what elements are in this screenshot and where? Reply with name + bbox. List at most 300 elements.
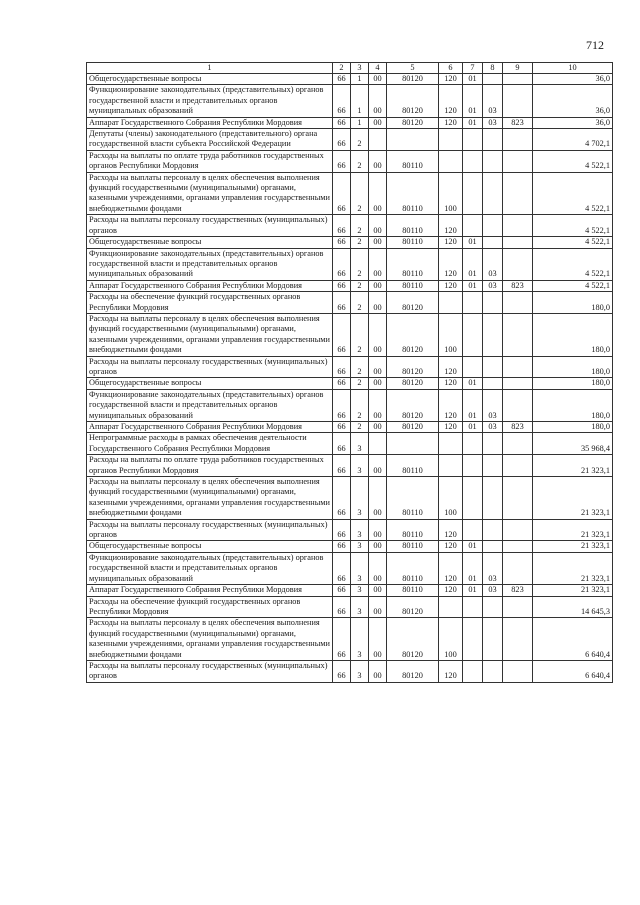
subprogram-cell: 3	[351, 433, 369, 455]
table-row	[87, 237, 613, 248]
header-row	[87, 63, 613, 74]
subsection-cell: 03	[483, 248, 503, 280]
direction-cell: 80120	[387, 117, 439, 128]
table-row	[87, 150, 613, 172]
ministry-cell	[503, 172, 533, 215]
amount-cell: 6 640,4	[533, 660, 613, 682]
gp-code-cell: 66	[333, 248, 351, 280]
gp-code-cell: 66	[333, 313, 351, 356]
main-event-cell: 00	[369, 74, 387, 85]
expense-type-cell: 100	[439, 618, 463, 661]
subsection-cell	[483, 356, 503, 378]
amount-cell: 4 522,1	[533, 280, 613, 291]
main-event-cell	[369, 433, 387, 455]
row-name-cell: Расходы на выплаты по оплате труда работников государственных органов Республики Мордовия	[87, 150, 333, 172]
expense-type-cell: 120	[439, 585, 463, 596]
expense-type-cell: 100	[439, 313, 463, 356]
section-cell	[463, 292, 483, 314]
gp-code-cell: 66	[333, 378, 351, 389]
row-name-cell: Депутаты (члены) законодательного (представительного) органа государственной власти субъекта Российской Федерации	[87, 129, 333, 151]
subprogram-cell: 3	[351, 585, 369, 596]
subprogram-cell: 2	[351, 237, 369, 248]
gp-code-cell: 66	[333, 455, 351, 477]
ministry-cell	[503, 150, 533, 172]
direction-cell: 80110	[387, 541, 439, 552]
subprogram-cell: 2	[351, 378, 369, 389]
subprogram-cell: 1	[351, 85, 369, 117]
direction-cell: 80120	[387, 618, 439, 661]
amount-cell: 4 522,1	[533, 237, 613, 248]
expense-type-cell: 120	[439, 237, 463, 248]
direction-cell: 80120	[387, 378, 439, 389]
subsection-cell	[483, 215, 503, 237]
amount-cell: 180,0	[533, 378, 613, 389]
row-name-cell: Общегосударственные вопросы	[87, 378, 333, 389]
ministry-cell	[503, 248, 533, 280]
direction-cell	[387, 433, 439, 455]
table-row	[87, 248, 613, 280]
gp-code-cell: 66	[333, 280, 351, 291]
gp-code-cell: 66	[333, 129, 351, 151]
table-row	[87, 389, 613, 421]
section-cell	[463, 596, 483, 618]
table-row	[87, 172, 613, 215]
gp-code-cell: 66	[333, 618, 351, 661]
page-number: 712	[586, 38, 604, 52]
ministry-cell	[503, 129, 533, 151]
section-cell	[463, 519, 483, 541]
subsection-cell: 03	[483, 585, 503, 596]
table-row	[87, 313, 613, 356]
column-header: 4	[369, 63, 387, 74]
gp-code-cell: 66	[333, 552, 351, 584]
row-name-cell: Расходы на выплаты персоналу государственных (муниципальных) органов	[87, 215, 333, 237]
direction-cell: 80110	[387, 215, 439, 237]
direction-cell: 80120	[387, 292, 439, 314]
amount-cell: 21 323,1	[533, 477, 613, 520]
section-cell	[463, 455, 483, 477]
amount-cell: 180,0	[533, 313, 613, 356]
subsection-cell	[483, 129, 503, 151]
row-name-cell: Расходы на выплаты персоналу государственных (муниципальных) органов	[87, 660, 333, 682]
subsection-cell	[483, 172, 503, 215]
main-event-cell: 00	[369, 389, 387, 421]
expense-type-cell: 120	[439, 356, 463, 378]
table-row	[87, 356, 613, 378]
table-row	[87, 660, 613, 682]
expense-type-cell: 120	[439, 74, 463, 85]
column-header: 2	[333, 63, 351, 74]
table-row	[87, 519, 613, 541]
main-event-cell: 00	[369, 292, 387, 314]
subsection-cell	[483, 455, 503, 477]
ministry-cell	[503, 433, 533, 455]
section-cell	[463, 356, 483, 378]
row-name-cell: Расходы на обеспечение функций государственных органов Республики Мордовия	[87, 596, 333, 618]
expense-type-cell: 120	[439, 85, 463, 117]
column-header: 3	[351, 63, 369, 74]
table-row	[87, 422, 613, 433]
row-name-cell: Расходы на выплаты персоналу в целях обеспечения выполнения функций государственными (муниципальными) органами, казенными учреждениями, органами управления государственными внебюджетными фондами	[87, 172, 333, 215]
amount-cell: 36,0	[533, 117, 613, 128]
section-cell	[463, 660, 483, 682]
gp-code-cell: 66	[333, 433, 351, 455]
row-name-cell: Функционирование законодательных (представительных) органов государственной власти и представительных органов муниципальных образований	[87, 389, 333, 421]
subprogram-cell: 1	[351, 117, 369, 128]
expense-type-cell	[439, 129, 463, 151]
column-header: 1	[87, 63, 333, 74]
row-name-cell: Функционирование законодательных (представительных) органов государственной власти и представительных органов муниципальных образований	[87, 248, 333, 280]
subsection-cell	[483, 313, 503, 356]
subsection-cell: 03	[483, 117, 503, 128]
table-row	[87, 378, 613, 389]
ministry-cell	[503, 356, 533, 378]
direction-cell	[387, 129, 439, 151]
amount-cell: 180,0	[533, 356, 613, 378]
amount-cell: 21 323,1	[533, 541, 613, 552]
table-row	[87, 292, 613, 314]
gp-code-cell: 66	[333, 172, 351, 215]
section-cell: 01	[463, 552, 483, 584]
direction-cell: 80110	[387, 552, 439, 584]
subsection-cell	[483, 292, 503, 314]
expense-type-cell: 120	[439, 378, 463, 389]
budget-table	[86, 62, 613, 683]
main-event-cell: 00	[369, 215, 387, 237]
table-row	[87, 74, 613, 85]
section-cell	[463, 150, 483, 172]
ministry-cell	[503, 313, 533, 356]
main-event-cell: 00	[369, 378, 387, 389]
ministry-cell	[503, 74, 533, 85]
direction-cell: 80120	[387, 74, 439, 85]
table-row	[87, 541, 613, 552]
expense-type-cell: 120	[439, 541, 463, 552]
direction-cell: 80120	[387, 596, 439, 618]
column-header: 10	[533, 63, 613, 74]
subsection-cell: 03	[483, 280, 503, 291]
row-name-cell: Общегосударственные вопросы	[87, 541, 333, 552]
subsection-cell	[483, 237, 503, 248]
main-event-cell: 00	[369, 172, 387, 215]
main-event-cell: 00	[369, 248, 387, 280]
main-event-cell: 00	[369, 585, 387, 596]
amount-cell: 21 323,1	[533, 585, 613, 596]
amount-cell: 4 702,1	[533, 129, 613, 151]
main-event-cell: 00	[369, 618, 387, 661]
subsection-cell: 03	[483, 552, 503, 584]
column-header: 9	[503, 63, 533, 74]
row-name-cell: Расходы на выплаты персоналу государственных (муниципальных) органов	[87, 356, 333, 378]
table-body	[87, 74, 613, 683]
row-name-cell: Расходы на выплаты персоналу в целях обеспечения выполнения функций государственными (муниципальными) органами, казенными учреждениями, органами управления государственными внебюджетными фондами	[87, 618, 333, 661]
subprogram-cell: 2	[351, 292, 369, 314]
section-cell: 01	[463, 74, 483, 85]
expense-type-cell: 120	[439, 519, 463, 541]
amount-cell: 36,0	[533, 74, 613, 85]
main-event-cell: 00	[369, 596, 387, 618]
ministry-cell	[503, 618, 533, 661]
table-row	[87, 585, 613, 596]
amount-cell: 21 323,1	[533, 552, 613, 584]
direction-cell: 80110	[387, 455, 439, 477]
direction-cell: 80110	[387, 248, 439, 280]
expense-type-cell: 120	[439, 117, 463, 128]
amount-cell: 180,0	[533, 422, 613, 433]
table-row	[87, 433, 613, 455]
subsection-cell	[483, 378, 503, 389]
section-cell: 01	[463, 237, 483, 248]
ministry-cell	[503, 378, 533, 389]
direction-cell: 80110	[387, 585, 439, 596]
subprogram-cell: 2	[351, 280, 369, 291]
subsection-cell	[483, 519, 503, 541]
row-name-cell: Расходы на выплаты персоналу в целях обеспечения выполнения функций государственными (муниципальными) органами, казенными учреждениями, органами управления государственными внебюджетными фондами	[87, 477, 333, 520]
table-row	[87, 552, 613, 584]
row-name-cell: Аппарат Государственного Собрания Республики Мордовия	[87, 280, 333, 291]
row-name-cell: Аппарат Государственного Собрания Республики Мордовия	[87, 585, 333, 596]
expense-type-cell	[439, 455, 463, 477]
subprogram-cell: 3	[351, 477, 369, 520]
ministry-cell	[503, 552, 533, 584]
expense-type-cell: 120	[439, 215, 463, 237]
gp-code-cell: 66	[333, 150, 351, 172]
section-cell	[463, 172, 483, 215]
table-row	[87, 455, 613, 477]
direction-cell: 80110	[387, 519, 439, 541]
section-cell: 01	[463, 248, 483, 280]
direction-cell: 80120	[387, 85, 439, 117]
gp-code-cell: 66	[333, 585, 351, 596]
column-header: 8	[483, 63, 503, 74]
section-cell: 01	[463, 389, 483, 421]
ministry-cell	[503, 85, 533, 117]
row-name-cell: Непрограммные расходы в рамках обеспечения деятельности Государственного Собрания Республики Мордовия	[87, 433, 333, 455]
expense-type-cell: 120	[439, 280, 463, 291]
amount-cell: 180,0	[533, 389, 613, 421]
expense-type-cell: 120	[439, 422, 463, 433]
gp-code-cell: 66	[333, 519, 351, 541]
subprogram-cell: 2	[351, 215, 369, 237]
amount-cell: 4 522,1	[533, 248, 613, 280]
table-row	[87, 117, 613, 128]
table-row	[87, 129, 613, 151]
gp-code-cell: 66	[333, 292, 351, 314]
direction-cell: 80120	[387, 389, 439, 421]
subprogram-cell: 3	[351, 618, 369, 661]
subprogram-cell: 2	[351, 172, 369, 215]
ministry-cell: 823	[503, 422, 533, 433]
direction-cell: 80110	[387, 477, 439, 520]
gp-code-cell: 66	[333, 389, 351, 421]
gp-code-cell: 66	[333, 660, 351, 682]
main-event-cell: 00	[369, 313, 387, 356]
section-cell: 01	[463, 280, 483, 291]
gp-code-cell: 66	[333, 477, 351, 520]
column-header: 6	[439, 63, 463, 74]
gp-code-cell: 66	[333, 237, 351, 248]
main-event-cell: 00	[369, 552, 387, 584]
ministry-cell	[503, 237, 533, 248]
direction-cell: 80110	[387, 237, 439, 248]
section-cell	[463, 215, 483, 237]
row-name-cell: Аппарат Государственного Собрания Республики Мордовия	[87, 117, 333, 128]
expense-type-cell: 120	[439, 660, 463, 682]
ministry-cell	[503, 660, 533, 682]
ministry-cell	[503, 215, 533, 237]
expense-type-cell: 120	[439, 389, 463, 421]
section-cell: 01	[463, 85, 483, 117]
direction-cell: 80120	[387, 660, 439, 682]
main-event-cell	[369, 129, 387, 151]
subprogram-cell: 3	[351, 552, 369, 584]
table-row	[87, 85, 613, 117]
subprogram-cell: 2	[351, 150, 369, 172]
row-name-cell: Аппарат Государственного Собрания Республики Мордовия	[87, 422, 333, 433]
direction-cell: 80110	[387, 150, 439, 172]
main-event-cell: 00	[369, 477, 387, 520]
ministry-cell	[503, 519, 533, 541]
section-cell	[463, 618, 483, 661]
table-row	[87, 280, 613, 291]
row-name-cell: Расходы на обеспечение функций государственных органов Республики Мордовия	[87, 292, 333, 314]
row-name-cell: Расходы на выплаты персоналу государственных (муниципальных) органов	[87, 519, 333, 541]
amount-cell: 35 968,4	[533, 433, 613, 455]
subprogram-cell: 3	[351, 541, 369, 552]
section-cell: 01	[463, 117, 483, 128]
subprogram-cell: 2	[351, 313, 369, 356]
subprogram-cell: 3	[351, 660, 369, 682]
section-cell: 01	[463, 541, 483, 552]
amount-cell: 4 522,1	[533, 215, 613, 237]
direction-cell: 80120	[387, 356, 439, 378]
main-event-cell: 00	[369, 519, 387, 541]
amount-cell: 6 640,4	[533, 618, 613, 661]
gp-code-cell: 66	[333, 215, 351, 237]
ministry-cell: 823	[503, 280, 533, 291]
main-event-cell: 00	[369, 150, 387, 172]
amount-cell: 180,0	[533, 292, 613, 314]
main-event-cell: 00	[369, 356, 387, 378]
expense-type-cell: 100	[439, 477, 463, 520]
main-event-cell: 00	[369, 237, 387, 248]
expense-type-cell	[439, 433, 463, 455]
ministry-cell: 823	[503, 117, 533, 128]
section-cell: 01	[463, 378, 483, 389]
amount-cell: 14 645,3	[533, 596, 613, 618]
section-cell	[463, 313, 483, 356]
gp-code-cell: 66	[333, 85, 351, 117]
subprogram-cell: 2	[351, 129, 369, 151]
table-row	[87, 477, 613, 520]
main-event-cell: 00	[369, 117, 387, 128]
expense-type-cell	[439, 292, 463, 314]
amount-cell: 36,0	[533, 85, 613, 117]
main-event-cell: 00	[369, 85, 387, 117]
gp-code-cell: 66	[333, 596, 351, 618]
ministry-cell: 823	[503, 585, 533, 596]
table-row	[87, 596, 613, 618]
subprogram-cell: 2	[351, 422, 369, 433]
direction-cell: 80110	[387, 280, 439, 291]
amount-cell: 21 323,1	[533, 519, 613, 541]
subsection-cell	[483, 660, 503, 682]
subsection-cell: 03	[483, 389, 503, 421]
column-header: 5	[387, 63, 439, 74]
main-event-cell: 00	[369, 422, 387, 433]
subsection-cell	[483, 433, 503, 455]
ministry-cell	[503, 477, 533, 520]
row-name-cell: Расходы на выплаты персоналу в целях обеспечения выполнения функций государственными (муниципальными) органами, казенными учреждениями, органами управления государственными внебюджетными фондами	[87, 313, 333, 356]
subprogram-cell: 3	[351, 455, 369, 477]
section-cell: 01	[463, 422, 483, 433]
expense-type-cell	[439, 150, 463, 172]
main-event-cell: 00	[369, 541, 387, 552]
direction-cell: 80120	[387, 422, 439, 433]
column-header: 7	[463, 63, 483, 74]
gp-code-cell: 66	[333, 541, 351, 552]
main-event-cell: 00	[369, 660, 387, 682]
expense-type-cell: 100	[439, 172, 463, 215]
gp-code-cell: 66	[333, 356, 351, 378]
direction-cell: 80110	[387, 172, 439, 215]
subsection-cell	[483, 596, 503, 618]
subprogram-cell: 2	[351, 389, 369, 421]
row-name-cell: Общегосударственные вопросы	[87, 74, 333, 85]
subsection-cell	[483, 150, 503, 172]
gp-code-cell: 66	[333, 117, 351, 128]
direction-cell: 80120	[387, 313, 439, 356]
section-cell	[463, 129, 483, 151]
expense-type-cell: 120	[439, 248, 463, 280]
row-name-cell: Функционирование законодательных (представительных) органов государственной власти и представительных органов муниципальных образований	[87, 85, 333, 117]
subprogram-cell: 1	[351, 74, 369, 85]
row-name-cell: Общегосударственные вопросы	[87, 237, 333, 248]
table-row	[87, 215, 613, 237]
row-name-cell: Функционирование законодательных (представительных) органов государственной власти и представительных органов муниципальных образований	[87, 552, 333, 584]
gp-code-cell: 66	[333, 74, 351, 85]
main-event-cell: 00	[369, 455, 387, 477]
expense-type-cell	[439, 596, 463, 618]
gp-code-cell: 66	[333, 422, 351, 433]
main-event-cell: 00	[369, 280, 387, 291]
ministry-cell	[503, 455, 533, 477]
ministry-cell	[503, 596, 533, 618]
ministry-cell	[503, 292, 533, 314]
table-row	[87, 618, 613, 661]
subprogram-cell: 2	[351, 356, 369, 378]
ministry-cell	[503, 389, 533, 421]
amount-cell: 4 522,1	[533, 172, 613, 215]
subsection-cell: 03	[483, 422, 503, 433]
row-name-cell: Расходы на выплаты по оплате труда работников государственных органов Республики Мордовия	[87, 455, 333, 477]
subprogram-cell: 3	[351, 519, 369, 541]
subsection-cell	[483, 618, 503, 661]
section-cell: 01	[463, 585, 483, 596]
section-cell	[463, 477, 483, 520]
subprogram-cell: 3	[351, 596, 369, 618]
subprogram-cell: 2	[351, 248, 369, 280]
expense-type-cell: 120	[439, 552, 463, 584]
subsection-cell	[483, 541, 503, 552]
subsection-cell	[483, 74, 503, 85]
subsection-cell: 03	[483, 85, 503, 117]
section-cell	[463, 433, 483, 455]
amount-cell: 4 522,1	[533, 150, 613, 172]
amount-cell: 21 323,1	[533, 455, 613, 477]
ministry-cell	[503, 541, 533, 552]
subsection-cell	[483, 477, 503, 520]
